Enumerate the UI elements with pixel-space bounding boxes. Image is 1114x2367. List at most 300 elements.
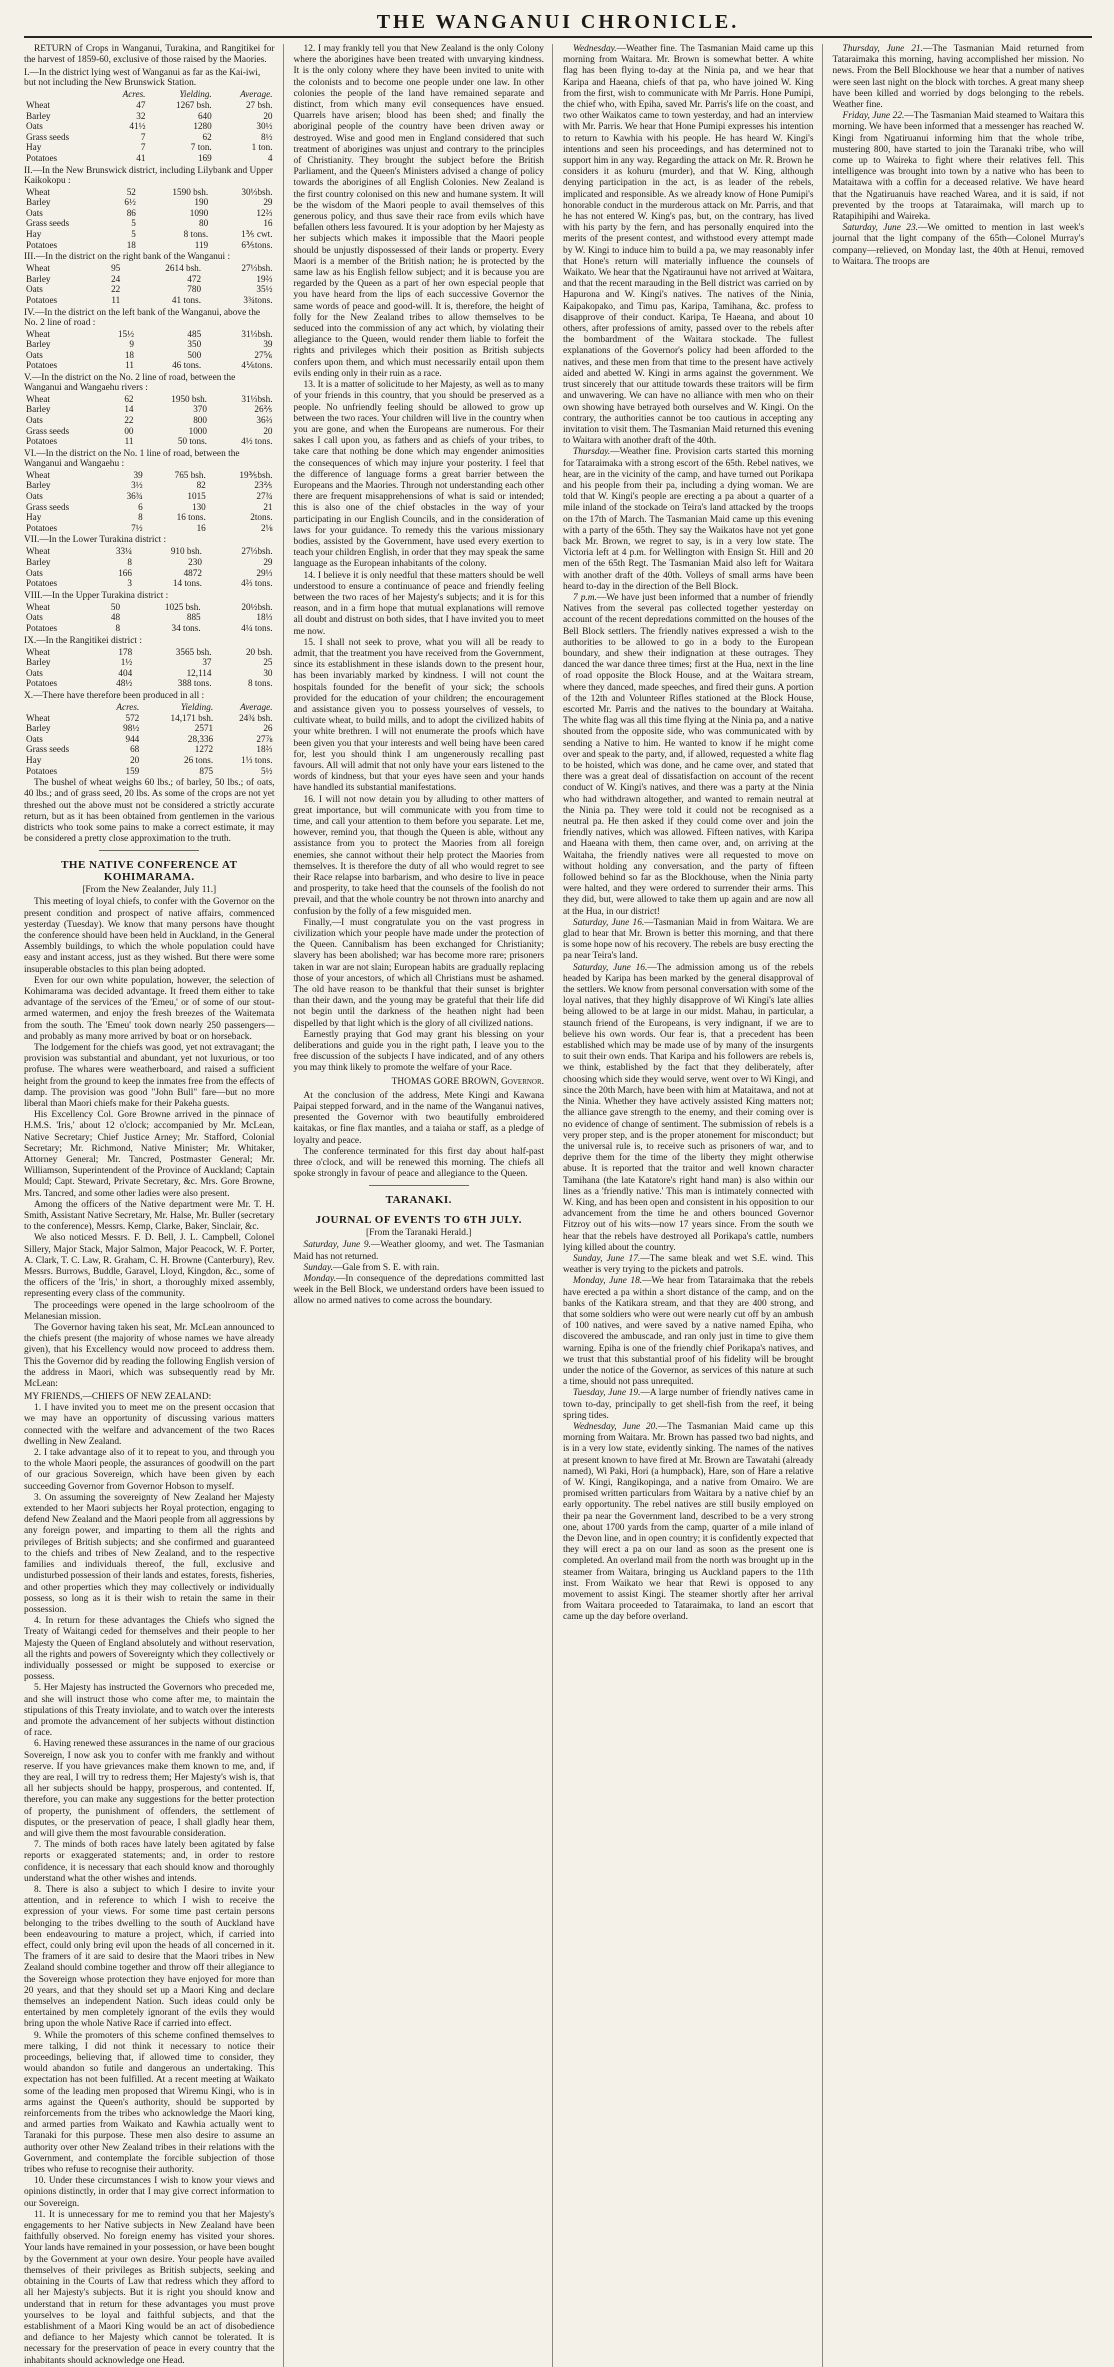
crop-cell: 25 [263,657,273,668]
crop-cell: 12⅔ [256,207,273,218]
crop-cell: 37 [202,657,212,668]
journal-text: —The Tasmanian Maid steamed to Waitara this morning. We have been informed that a messenger has reached W. Kingi from Ngatiruanui informing him that the whole tribe, mustering 800, have started to join the Taranaki tribe, who will come up to Waireka to fight where their relatives fell. This intelligence was brought into town by a native who has been to Mataitawa with a coffin for a deceased relative. We have heard that the Ngatiruanuis have reached Warea, and it is said, if not prevented by the troops at Tataraimaka, will march up to Ratapihipihi and Waireka. [832,111,1084,223]
crop-cell: 780 [187,284,202,295]
crop-cell: Potatoes [26,360,58,371]
crop-cell: Wheat [26,186,50,197]
crop-cell: 80 [198,218,209,229]
crop-cell: 169 [197,152,212,163]
journal-date: Wednesday, June 20. [573,1421,658,1432]
journal-date: Sunday, June 17. [573,1253,641,1264]
crop-cell: 8 [127,557,132,567]
district-title: II.—In the New Brunswick district, including Lilybank and Upper Kaikokopu : [24,165,273,186]
crop-row [24,426,275,437]
crop-row [24,766,275,777]
crop-row [24,295,275,306]
crop-cell: 1025 bsh. [164,601,201,612]
crop-cell: 36¾ [126,491,143,502]
crop-row [24,512,275,523]
crop-table [24,329,275,371]
district-title: IV.—In the district on the left bank of the Wanganui, above the No. 2 line of road : [24,307,261,328]
crop-cell: 41½ [129,121,146,132]
crop-cell: 4½ tons. [241,436,273,447]
journal-entry [563,1276,814,1388]
crop-cell: 26⅖ [254,404,273,415]
address-paragraph: 15. I shall not seek to prove, what you will all be ready to admit, that the treatment you have received from the Government, since its establishment in these islands down to the present hour, has been invariably marked by kindness. I will not count the hospitals founded for the benefit of your sick; the schools provided for the education of your children; the encouragement and assistance given you to possess yourselves of vessels, to cultivate wheat, to build mills, and to adopt the civilized habits of your white brethren. I will not enumerate the proofs which have been given you that your interests and well being have been cared for, lest you should think I am ungenerously recalling past favours. All will admit that not only have your ears listened to the words of kindness, but that your eyes have seen and your hands have handled its substantial manifestations. [293,637,544,794]
district-title: I.—In the district lying west of Wanganui as far as the Kai-iwi, but not including the New Brunswick Station. [24,68,261,89]
header-blank [24,702,99,713]
crop-cell: 910 bsh. [170,546,202,557]
crop-cell: Oats [26,667,43,678]
crop-cell: 41 [136,152,146,163]
crop-cell: Wheat [26,263,50,274]
crop-cell: 46 tons. [172,360,202,371]
address-paragraph: 13. It is a matter of solicitude to her Majesty, as well as to many of your friends in this country, that you should be preserved as a people. No unfriendly feeling should be allowed to grow up between the two races. Your children will live in the country when you are gone, and when the Europeans are numerous. For their sakes I call upon you, as fathers and as chiefs of your tribes, to take care that nothing be done which may engender animosities the consequences of which may injure your posterity. I feel that the difference of language forms a great barrier between the Europeans and the Maories. Through not understanding each other there are frequent misapprehensions of what is said or intended; this is also one of the chief obstacles in the way of your participating in our English Councils, and in the consideration of laws for your guidance. To remedy this the various missionary bodies, assisted by the Government, have used every exertion to teach your children English, in order that they may speak the same language as the European inhabitants of the colony. [293,380,544,570]
crop-cell: 119 [194,239,209,250]
crop-row [24,647,275,658]
crop-cell: 16 tons. [176,512,206,523]
crop-row [24,744,275,755]
crop-cell: 1½ [120,657,133,668]
journal-entry [294,1263,545,1274]
crop-cell: 24 [111,273,121,284]
district-title: V.—In the district on the No. 2 line of road, between the Wanganui and Wangaehu rivers : [24,372,236,393]
crop-cell: 27⅚ [254,349,273,360]
crop-cell: Wheat [26,393,50,404]
crop-cell: 1280 [193,121,212,132]
conference-paragraph: We also noticed Messrs. F. D. Bell, J. L. Campbell, Colonel Sillery, Major Stack, Major Salmon, Major Peacock, W. F. Porter, A. Clark, T. C. Law, R. Graham, C. H. Browne (Canterbury), Rev. Messrs. Burrows, Buddle, Garavel, Lloyd, Kingdon, &c., some of the officers of the 'Iris,' in short, a thoroughly mixed assembly, representing every class of the community. [24,1233,275,1300]
crop-cell: 68 [130,744,140,755]
conference-paragraph: This meeting of loyal chiefs, to confer with the Governor on the present condition and prospect of native affairs, commenced yesterday (Tuesday). We know that many persons have thought the conference should have been held in Auckland, in the General Assembly buildings, to which the whole population could have easy and instant access, just as they wished. But there were some insuperable obstacles to this plan being adopted. [24,897,275,975]
address-paragraph: 8. There is also a subject to which I desire to invite your attention, and in reference to which I wish to receive the expression of your views. For some time past certain persons belonging to the tribes dwelling to the south of Auckland have been endeavouring to mature a project, which, if carried into effect, could only bring evil upon the heads of all concerned in it. The framers of it are said to desire that the Maori tribes in New Zealand should combine together and throw off their allegiance to the Sovereign whose protection they have enjoyed for more than 20 years, and that they should set up a Maori King and declare themselves an independent Nation. Such ideas could only be entertained by men completely ignorant of the evils they would bring upon the whole Native Race if carried into effect. [24,1884,275,2030]
crop-cell: 5 [131,228,136,239]
crop-row [24,350,275,361]
crop-cell: 190 [194,197,209,208]
crop-row [24,602,275,613]
crop-cell: 7 ton. [190,142,212,153]
crop-row [24,263,275,274]
journal-text: —The Tasmanian Maid returned from Tataraimaka this morning, having accomplished her mission. No news. From the Bell Blockhouse we hear that a number of natives were seen last night on the block with torches. A great many sheep have been killed and worried by dogs belonging to the rebels. Weather fine. [832,44,1084,111]
crop-table [24,702,275,776]
journal-text: —Weather fine. The Tasmanian Maid came up this morning from Waitara. Mr. Brown is somewhat better. A white flag has been flying to-day at the Ninia pa, and we hear that Karipa and Haeana, chiefs of that pa, who have joined W. King from the first, wish to communicate with Mr Parris. Hone Pumipi, the chief who, with Epiha, saved Mr. Parris's life on the coast, and two other Waikatos came to town yesterday, and had an interview with Mr. Parris. We hear that Hone Pumipi expresses his intention to return to Kawhia with his people. He has heard W. Kingi's intentions and seen his proceedings, and has determined not to support him in any way. Regarding the attack on Mr. R. Brown he considers it as kohuru (murder), and that W. King, although denying participation in the act, is as leader of the rebels, implicated and responsible. As we already know of Hone Pumipi's honorable conduct in the murderous attack on Mr. Parris, and that he has not entered W. King's pas, but, on the contrary, has lived with his party by the fern, and has personally enquired into the merits of the present contest, and withstood every attempt made by W. Kingi to induce him to build a pa, we may reasonably infer that Hone's return will materially influence the counsels of Waikato. We hear that the Ngatiraunui have not arrived at Waitara, and that the recent marauding in the Bell district was carried on by Hapurona and W. Kingi's natives. The natives of the Ninia, Kaipakopako, and Timu pas, Karipa, Tamihana, &c. profess to disapprove of their conduct. Karipa, Te Haeana, and about 10 others, after professions of amity, passed over to the rebels after the bombardment of the Waitara stockade. The fullest explanations of the Governor's policy had been afforded to the natives, and these men from that time to the present have actively aided and abetted W. Kingi in arms against the government. We trust sincerely that our attitude towards these traitors will be firm and unwavering. We can have no alliance with men who on their own showing have betrayed both ourselves and W. Kingi. On the contrary, the authorities cannot be too cautious in accepting any invitation to visit them. The Tasmanian Maid returned this evening to Waitara with another draft of the 40th. [563,44,814,447]
crop-cell: Barley [26,480,51,491]
crop-cell: Barley [26,723,51,734]
crop-cell: 16 [263,218,273,229]
crop-cell: 14,171 bsh. [170,712,214,723]
journal-entry [833,111,1085,223]
crop-cell: Grass seeds [26,425,70,436]
crop-cell: 31⅓bsh. [241,393,273,404]
crop-cell: 62 [202,131,212,142]
crop-cell: 1⅗ cwt. [241,228,273,239]
crop-cell: 388 tons. [177,678,212,689]
crop-row [24,415,275,426]
crop-cell: 5 [131,218,136,229]
crop-cell: Oats [26,415,43,426]
crop-cell: 19⅗bsh. [239,469,273,480]
crop-cell: 35½ [256,284,273,295]
crop-cell: 33¼ [115,546,132,557]
header-cell: Acres. [122,89,146,100]
district-title: X.—There have therefore been produced in all : [24,690,205,701]
crop-cell: 52 [126,186,136,197]
crop-cell: 23⅖ [254,480,273,491]
crop-cell: 370 [193,404,207,415]
crop-cell: 18 [126,239,136,250]
crop-cell: Grass seeds [26,218,70,229]
crop-table [24,470,275,534]
crop-cell: 1⅓ tons. [241,754,273,765]
crop-row [24,111,275,122]
journal-entry [563,1422,814,1624]
crop-table-header [24,89,275,100]
header-cell: Average. [240,701,273,712]
district-title: VI.—In the district on the No. 1 line of road, between the Wanganui and Wangaehu : [24,448,240,469]
column-4 [833,44,1093,2367]
crop-row [24,142,275,153]
crop-cell: 944 [125,733,140,744]
crop-cell: 885 [186,612,201,623]
journal-entry [563,963,814,1254]
crop-cell: 18⅔ [256,744,273,755]
crop-cell: 29⅓ [256,567,273,578]
crop-cell: Potatoes [26,152,58,163]
journal-entry [833,223,1085,268]
crop-cell: Grass seeds [26,131,70,142]
crop-cell: Oats [26,491,43,502]
crop-cell: 1015 [187,491,206,502]
crop-row [24,578,275,589]
address-paragraph: 11. It is unnecessary for me to remind you that her Majesty's engagements to her Native subjects in New Zealand have been faithfully observed. No foreign enemy has visited your shores. Your lands have remained in your possession, or have been bought by the Government at your own desire. Your people have availed themselves of their privileges as British subjects, seeking and obtaining in the Courts of Law that redress which they afford to all her Majesty's subjects. But it is right you should know and understand that in return for these advantages you must prove yourselves to be loyal and faithful subjects, and that the establishment of a Maori King would be an act of disobedience and defiance to her Majesty which cannot be tolerated. It is necessary for the preservation of peace in every country that the inhabitants should acknowledge one Head. [24,2209,275,2366]
address-paragraph: 10. Under these circumstances I wish to know your views and opinions distinctly, in order that I may give correct information to our Sovereign. [24,2176,275,2209]
conference-headline: THE NATIVE CONFERENCE AT KOHIMARAMA. [61,859,238,884]
header-cell: Yielding. [179,89,212,100]
taranaki-headline: TARANAKI. [385,1194,452,1207]
conference-paragraph: Even for our own white population, however, the selection of Kohimarama was decided advantage. It freed them either to take advantage of the services of the 'Emeu,' or of some of our stout-armed watermen, and enjoy the fresh breezes of the Waitemata from the south. The 'Emeu' took down nearly 250 passengers—and probably as many more arrived by boat or on horseback. [24,975,275,1042]
column-2 [294,44,554,2367]
district-title: III.—In the district on the right bank of the Wanganui : [24,252,231,263]
crop-cell: 640 [197,110,212,121]
crop-cell: Wheat [26,712,50,723]
header-cell: Yielding. [180,701,214,712]
crop-cell: 485 [187,328,202,339]
crop-cell: Oats [26,207,43,218]
crop-cell: 82 [196,480,206,491]
journal-date: Monday. [303,1273,337,1284]
crop-cell: 20 [263,110,273,121]
crop-table [24,187,275,251]
crop-cell: Potatoes [26,294,58,305]
crop-cell: Oats [26,121,43,132]
crop-cell: Wheat [26,601,50,612]
crop-row [24,121,275,132]
crop-row [24,502,275,513]
journal-text: —A large number of friendly natives came in town to-day, principally to get shell-fish from the reef, it being spring tides. [563,1388,814,1421]
crop-cell: 4⅙tons. [241,360,273,371]
crop-row [24,339,275,350]
crop-cell: 1000 [188,425,207,436]
crop-cell: 20 bsh. [245,646,273,657]
journal-entry [294,1274,545,1308]
crop-row [24,394,275,405]
crop-row [24,734,275,745]
crop-cell: Oats [26,733,43,744]
crop-cell: 19⅔ [256,273,273,284]
conference-paragraph: Among the officers of the Native department were Mr. T. H. Smith, Assistant Native Secretary, Mr. Halse, Mr. Buller (secretary to the conference), Messrs. Kemp, Clarke, Baker, Sinclair, &c. [24,1199,275,1233]
crop-cell: 11 [124,436,134,447]
crop-cell: 178 [118,646,133,657]
crop-cell: 30 [263,667,273,678]
crop-row [24,218,275,229]
crop-cell: 36⅔ [256,415,273,426]
crop-cell: 39 [263,339,273,350]
crop-cell: Wheat [26,469,50,480]
crop-cell: 50 tons. [177,436,207,447]
journal-text: —The same bleak and wet S.E. wind. This weather is very trying to the pickets and patrols. [563,1253,814,1276]
crop-cell: 8 [115,622,121,633]
crop-row [24,187,275,198]
journal-entry [563,44,814,447]
crop-cell: 2571 [194,723,214,734]
crop-cell: 48½ [116,678,133,689]
crop-cell: Wheat [26,646,50,657]
journal-date: Saturday, June 16. [573,917,645,928]
journal-text: —Weather gloomy, and wet. The Tasmanian Maid has not returned. [293,1240,544,1262]
journal-entry [563,918,814,963]
crop-cell: 11 [125,360,135,371]
conference-paragraph: The lodgement for the chiefs was good, yet not extravagant; the provision was substantial and abundant, yet not luxurious, or too profuse. The whares were weatherboard, and raised a sufficient height from the ground to keep the inmates free from the effects of damp. The provision was good "John Bull" fare—but no more liberal than Maori chiefs make for their Pakeha guests. [24,1042,275,1109]
crop-cell: 62 [124,393,134,404]
crop-cell: 41 tons. [171,294,202,305]
crop-cell: 27 bsh. [245,100,273,110]
journal-text: —Tasmanian Maid in from Waitara. We are glad to hear that Mr. Brown is better this morning, and that there is some hope now of his recovery. The rebels are busy erecting the pa near Teira's land. [563,917,814,962]
crop-cell: 4⅔ tons. [241,578,273,589]
conference-paragraph: The proceedings were opened in the large schoolroom of the Melanesian mission. [24,1300,275,1322]
crop-cell: 2tons. [250,512,273,523]
section-rule [369,1185,469,1186]
crop-cell: 27⅓bsh. [241,263,273,274]
returns-footnote: The bushel of wheat weighs 60 lbs.; of barley, 50 lbs.; of oats, 40 lbs.; and of grass seed, 20 lbs. As some of the crops are not yet threshed out the above must not be considered a strictly accurate return, but as it has been obtained from gentlemen in the various districts who took some pains to make a correct estimate, it may be considered a pretty close approximation to the truth. [24,778,275,845]
crop-cell: 18 [124,349,135,360]
address-paragraph: 14. I believe it is only needful that these matters should be well understood to ensure a continuance of peace and friendly feeling between the two races of her Majesty's subjects; and it is for this reason, and in a firm hope that mutual explanations will remove all doubt and distrust on both sides, that I have invited you to meet me now. [293,570,544,637]
crop-cell: 8 tons. [247,678,273,689]
crop-row [24,491,275,502]
crop-cell: 1272 [194,744,214,755]
crop-cell: 1267 bsh. [176,100,212,110]
taranaki-subheadline: JOURNAL OF EVENTS TO 6TH JULY. [315,1214,523,1227]
crop-row [24,404,275,415]
address-paragraph: 7. The minds of both races have lately been agitated by false reports or exaggerated statements; and, in order to restore confidence, it is necessary that each should know and thoroughly understand what the other wishes and intends. [24,1840,275,1884]
crop-cell: 24¾ bsh. [239,712,273,723]
column-3 [563,44,823,2367]
journal-date: Friday, June 22. [842,111,905,122]
journal-text: —The admission among us of the rebels headed by Karipa has been marked by the general disapproval of the settlers. We know from personal conversation with some of the loyal natives, that they highly disapprove of Wi Kingi's late allies being allowed to be at large in our midst. Mahau, in particular, a staunch friend of the Europeans, is very indignant, if we are to believe his own words. Our fear is, that a precedent has been established which may be made use of by many of the insurgents to suit their own ends. That Karipa and his followers are rebels is, we think, established by the fact that they deliberately, after choosing which side they would serve, went over to Wi Kingi, and since the 20th March, have been with him at Mataitawa, and not at the Ninia. Whether they have actively assisted King matters not; the alliance gave strength to the enemy, and their coming over is no evidence of change of sentiment. The submission of rebels is a very proper step, and is the proper atonement for misconduct; but the universal rule is, to receive such as prisoners of war, and to deprive them for the time of the liberty they might otherwise abuse. It is reported that the traitor and well known character Tamihana (the late Katatore's right hand man) is also within our lines as a 'friendly native.' This man is intimately connected with W. King, and has been open and consistent in his opposition to our advancement from the time he and others bounced Governor Fitzroy out of his wits—now 17 years since. From the south we hear that the rebels have destroyed all Porikapa's cattle, numbers lying killed about the country. [563,962,814,1253]
crop-cell: Potatoes [26,578,58,589]
crop-cell: 27⅞ [256,733,273,744]
journal-entry [563,593,814,918]
address-paragraph: 4. In return for these advantages the Chiefs who signed the Treaty of Waitangi ceded for themselves and their people to her Majesty the Queen of England absolutely and without reservation, all the rights and powers of Sovereignty which they collectively or individually possessed or might be supposed to exercise or possess. [24,1616,275,1683]
crop-cell: Potatoes [26,522,58,533]
crop-cell: 22 [111,284,121,295]
journal-entry [294,1240,545,1262]
crop-row [24,284,275,295]
journal-date: Thursday. [573,447,611,458]
crop-row [24,153,275,164]
crop-row [24,100,275,111]
crop-row [24,755,275,766]
crop-cell: 00 [124,425,134,436]
crop-cell: Wheat [26,546,50,557]
crop-cell: 2⅛ [261,522,273,533]
crop-cell: Oats [26,567,43,578]
crop-cell: Grass seeds [26,744,70,755]
crop-cell: Potatoes [26,239,58,250]
crop-cell: 28,336 [187,733,214,744]
crop-cell: 230 [188,557,202,567]
crop-cell: 29 [263,197,273,208]
closing-paragraph: The conference terminated for this first day about half-past three o'clock, and will be renewed this morning. The chiefs all spoke strongly in favour of peace and allegiance to the Queen. [293,1146,544,1180]
crop-row [24,713,275,724]
header-cell: Acres. [116,701,140,712]
crop-cell: 39 [133,469,143,480]
journal-date: Saturday, June 9. [303,1240,371,1251]
journal-text: —We omitted to mention in last week's journal that the light company of the 65th—Colonel Murray's company—relieved, on Monday last, the 40th at Henui, removed to Waitara. The troops are [832,223,1084,267]
journal-text: —The Tasmanian Maid came up this morning from Waitara. Mr. Brown has passed two bad nights, and is in a very low state, evidently sinking. The names of the natives at present known to have fired at Mr. Brown are Tawatahi (already named), Wi Paki, Hori (a humpback), Hare, son of Hare a relative of W. Kingi, Rangikopinga, and a native from Omairo. We are promised written particulars from Waitara by a native chief by an early opportunity. The rebel natives are still busily employed on their pa near the Government land, described to be a very strong one, about 1700 yards from the camp, quarter of a mile inland of the Devon line, and in open country; it is confidently expected that they will erect a pa on our land as soon as the present one is completed. An overland mail from the north was brought up in the steamer from Waitara, bringing us Auckland papers to the 11th inst. From Waikato we hear that Rewi is opposed to any movement to assist Kingi. The steamer shortly after her arrival from Waitara proceeded to Tataraimaka, to land an escort that came up the day before overland. [563,1421,814,1623]
crop-cell: Potatoes [26,436,58,447]
crop-row [24,274,275,285]
crop-cell: 7½ [131,522,143,533]
crop-cell: 30⅓bsh. [241,186,273,197]
crop-cell: Barley [26,197,51,208]
address-paragraph: 9. While the promoters of this scheme confined themselves to mere talking, I did not think it necessary to notice their proceedings, believing that, if allowed time to consider, they would abandon so futile and dangerous an undertaking. This expectation has not been fulfilled. At a recent meeting at Waikato some of the leading men proposed that Wiremu Kingi, who is in arms against the Queen's authority, should be supported by reinforcements from the tribes who acknowledge the Maori king, and armed parties from Waikato and Kawhia actually went to Taranaki for this purpose. These men also desire to assume an authority over other New Zealand tribes in their relations with the Government, and contemplate the forcible subjection of those tribes who refuse to recognise their authority. [24,2030,275,2176]
address-paragraph: Finally,—I must congratulate you on the vast progress in civilization which your people have made under the protection of the Queen. Cannibalism has been exchanged for Christianity; slavery has been abolished; war has become more rare; prisoners taken in war are not slain; European habits are gradually replacing those of your ancestors, of which all Christians must be ashamed. The old have reason to be thankful that their sunset is brighter than their dawn, and the young may be grateful that their life did not begin until the darkness of the heathen night had been dispelled by that light which is the glory of all civilized nations. [293,917,544,1029]
crop-cell: 34 tons. [171,622,201,633]
journal-text: —Gale from S. E. with rain. [332,1262,440,1273]
crop-row [24,436,275,447]
crop-cell: 20½bsh. [241,601,273,612]
crop-row [24,229,275,240]
address-paragraph: 5. Her Majesty has instructed the Governors who preceded me, and she will instruct those who come after me, to maintain the stipulations of this Treaty inviolate, and to watch over the interests and promote the advancement of her subjects without distinction of race. [24,1683,275,1739]
crop-cell: 22 [124,415,134,426]
crop-cell: 50 [110,601,121,612]
journal-date: Tuesday, June 19. [573,1388,641,1399]
crop-table [24,647,275,689]
crop-cell: 572 [125,712,140,723]
crop-cell: Barley [26,339,51,350]
crop-cell: 14 tons. [172,578,202,589]
address-paragraph: 2. I take advantage also of it to repeat to you, and through you to the whole Maori people, the assurances of goodwill on the part of our gracious Sovereign, which have been given by each succeeding Governor from Governor Hobson to myself. [24,1448,275,1492]
crop-cell: 875 [199,765,214,776]
crop-cell: 26 [263,723,273,734]
crop-cell: 29 [263,557,273,567]
crop-cell: 27⅓bsh. [241,546,273,557]
crop-cell: 18⅓ [256,612,273,623]
crop-cell: Barley [26,557,51,567]
journal-entry [563,1388,814,1422]
crop-cell: 95 [111,263,121,274]
crop-row [24,329,275,340]
crop-row [24,668,275,679]
crop-cell: 16 [196,522,206,533]
crop-cell: 800 [193,415,207,426]
crop-cell: Oats [26,284,43,295]
crop-cell: 21 [263,501,273,512]
crop-cell: 27¾ [256,491,273,502]
crop-cell: Potatoes [26,622,58,633]
crop-cell: 5½ [261,765,273,776]
crop-cell: 130 [191,501,206,512]
article-columns [24,44,1092,2366]
crop-cell: Potatoes [26,678,58,689]
address-salutation: MY FRIENDS,—CHIEFS OF NEW ZEALAND: [24,1392,212,1403]
journal-text: —Weather fine. Provision carts started this morning for Tataraimaka with a strong escort of the 65th. Rebel natives, we hear, are in the vicinity of the camp, and have turned out Porikapa and his people from their pa, including a dying woman. We are told that W. Kingi's people are erecting a pa about a quarter of a mile inland of the stockade on Teira's land attacked by the troops on the 17th of March. The Tasmanian Maid came up this evening with a party of the 65th. They say the Waikatos have not yet gone back Mr. Brown, we regret to say, is in a very low state. The Victoria left at 4 p.m. for Wellington with Ensign St. Hill and 20 men of the 65th Regt. The Tasmanian Maid also left for Waitara with another draft of the 40th. Volleys of small arms have been heard to-day in the direction of the Bell Block. [563,447,814,592]
journal-entry [833,44,1085,111]
journal-date: Wednesday. [573,44,617,54]
journal-entry [563,1254,814,1276]
crop-cell: 1950 bsh. [171,393,207,404]
crop-cell: 15½ [117,328,135,339]
crop-cell: Potatoes [26,765,58,776]
crop-cell: 3½ [131,480,143,491]
address-paragraph: Earnestly praying that God may grant his blessing on your deliberations and guide you in the right path, I leave you to the free discussion of the subjects I have indicated, and of any others you may think likely to promote the welfare of your Race. [293,1029,544,1074]
journal-date: Thursday, June 21. [842,44,923,54]
returns-intro: RETURN of Crops in Wanganui, Turakina, and Rangitikei for the harvest of 1859-60, exclusive of those raised by the Maories. [24,44,275,66]
crop-cell: 350 [187,339,202,350]
crop-cell: 765 bsh. [174,469,206,480]
crop-table [24,394,275,447]
journal-text: —We hear from Tataraimaka that the rebels have erected a pa within a short distance of the camp, and on the banks of the Katikara stream, and that they are 400 strong, and that some soldiers who were out were nearly cut off by an ambush of 100 natives, and were saved by a native named Epiha, who discovered the ambuscade, and ran only just in time to give them warning. Epiha is one of the friendly chief Porikapa's natives, and we trust that this substantial proof of his fidelity will be brought under the notice of the Governor, as services of this nature at such a time, should not pass unrequited. [563,1276,814,1388]
crop-cell: 6½ [124,197,136,208]
conference-paragraph: His Excellency Col. Gore Browne arrived in the pinnace of H.M.S. 'Iris,' about 12 o'clock; accompanied by Mr. McLean, Native Secretary; Chief Justice Arney; Mr. Stafford, Colonial Secretary; Mr. Richmond, Native Minister; Mr. Whitaker, Attorney General; Mr. Tancred, Postmaster General; Mr. Williamson, Superintendent of the Province of Auckland; Captain Mould; Capt. Steward, Private Secretary, &c. Mrs. Gore Browne, Mrs. Tancred, and some other ladies were also present. [24,1110,275,1199]
crop-table [24,602,275,634]
header-cell: Average. [240,89,273,100]
crop-cell: 7 [140,131,146,142]
crop-cell: 404 [118,667,133,678]
address-signature: THOMAS GORE BROWN, Governor. [391,1076,544,1087]
address-paragraph: 1. I have invited you to meet me on the present occasion that we may have an opportunity of discussing various matters connected with the welfare and advancement of the two Races dwelling in New Zealand. [24,1403,275,1447]
crop-cell: 472 [187,273,202,284]
journal-entry [563,447,814,593]
crop-row [24,546,275,557]
journal-date: 7 p.m. [573,592,597,603]
crop-row [24,523,275,534]
district-title: VII.—In the Lower Turakina district : [24,535,167,546]
crop-cell: Wheat [26,100,50,110]
crop-cell: Oats [26,349,43,360]
address-paragraph: 6. Having renewed these assurances in the name of our gracious Sovereign, I now ask you to confer with me frankly and without reserve. If you have grievances make them known to me, and, if they are real, I will try to redress them; Her Majesty's wish is, that all her subjects should be happy, prosperous, and contented. If, therefore, you can make any suggestions for the better protection of property, the punishment of offenders, the settlement of disputes, or the preservation of peace, I shall gladly hear them, and will give them the most favourable consideration. [24,1739,275,1839]
crop-cell: Hay [26,754,42,765]
crop-cell: 166 [118,567,132,578]
crop-cell: 3 [127,578,132,589]
journal-date: Saturday, June 23. [842,223,918,234]
column-1 [24,44,284,2367]
crop-cell: 4 [267,152,273,163]
crop-cell: 20 [130,754,140,765]
crop-cell: Barley [26,110,51,121]
journal-date: Monday, June 18. [573,1276,643,1287]
crop-row [24,723,275,734]
journal-text: —In consequence of the depredations committed last week in the Bell Block, we understand orders have been issued to allow no armed natives to come across the boundary. [293,1273,544,1307]
crop-cell: 48 [110,612,121,623]
crop-cell: Hay [26,142,42,153]
crop-cell: 30½ [256,121,273,132]
crop-row [24,612,275,623]
crop-table [24,546,275,588]
section-rule [99,850,199,851]
crop-row [24,678,275,689]
crop-row [24,240,275,251]
crop-cell: 32 [136,110,146,121]
crop-cell: 47 [136,100,146,110]
